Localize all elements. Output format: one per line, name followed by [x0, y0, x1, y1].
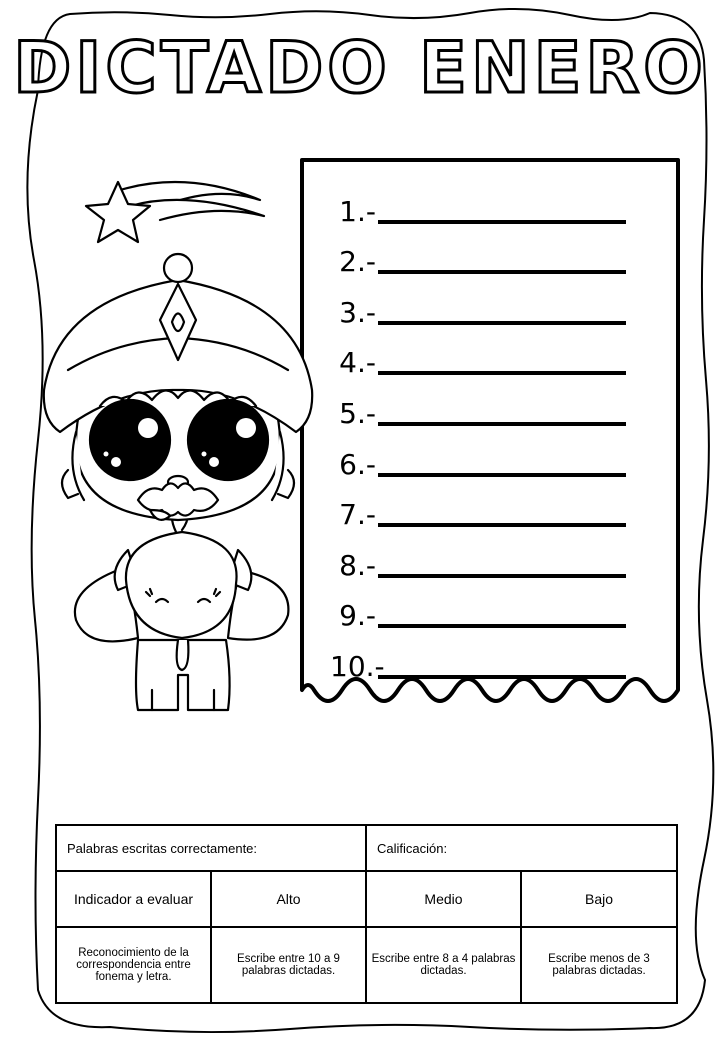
answer-number: 6.- — [339, 447, 376, 481]
answer-number: 1.- — [339, 194, 376, 228]
page-title: DICTADO ENERO — [13, 27, 707, 109]
answer-number: 7.- — [339, 498, 376, 532]
low-cell: Escribe menos de 3 palabras dictadas. — [521, 927, 677, 1003]
answer-line — [330, 173, 650, 228]
shooting-star-icon — [86, 182, 264, 242]
answer-number: 4.- — [339, 346, 376, 380]
answer-line — [330, 628, 650, 683]
answer-number: 9.- — [339, 599, 376, 633]
answer-list — [330, 173, 650, 683]
eye-right-icon — [188, 400, 268, 480]
answer-line — [330, 527, 650, 582]
answer-number: 3.- — [339, 295, 376, 329]
indicator-cell: Reconocimiento de la correspondencia entre fonema y letra. — [56, 927, 211, 1003]
high-cell: Escribe entre 10 a 9 palabras dictadas. — [211, 927, 366, 1003]
indicator-header: Indicador a evaluar — [56, 871, 211, 927]
answer-line — [330, 578, 650, 633]
words-correct-label: Palabras escritas correctamente: — [56, 825, 366, 871]
answer-line — [330, 325, 650, 380]
king-with-elephant-illustration — [38, 170, 318, 730]
evaluation-table — [55, 824, 678, 1004]
high-header: Alto — [211, 871, 366, 927]
answer-blank[interactable] — [378, 675, 626, 679]
answer-line — [330, 224, 650, 279]
answer-line — [330, 375, 650, 430]
low-header: Bajo — [521, 871, 677, 927]
medium-cell: Escribe entre 8 a 4 palabras dictadas. — [366, 927, 521, 1003]
answer-number: 8.- — [339, 548, 376, 582]
answer-line — [330, 274, 650, 329]
grade-label: Calificación: — [366, 825, 677, 871]
medium-header: Medio — [366, 871, 521, 927]
answer-line — [330, 426, 650, 481]
answer-number: 10.- — [330, 649, 385, 683]
answer-number: 2.- — [339, 245, 376, 279]
answer-number: 5.- — [339, 396, 376, 430]
answer-line — [330, 477, 650, 532]
eye-left-icon — [90, 400, 170, 480]
